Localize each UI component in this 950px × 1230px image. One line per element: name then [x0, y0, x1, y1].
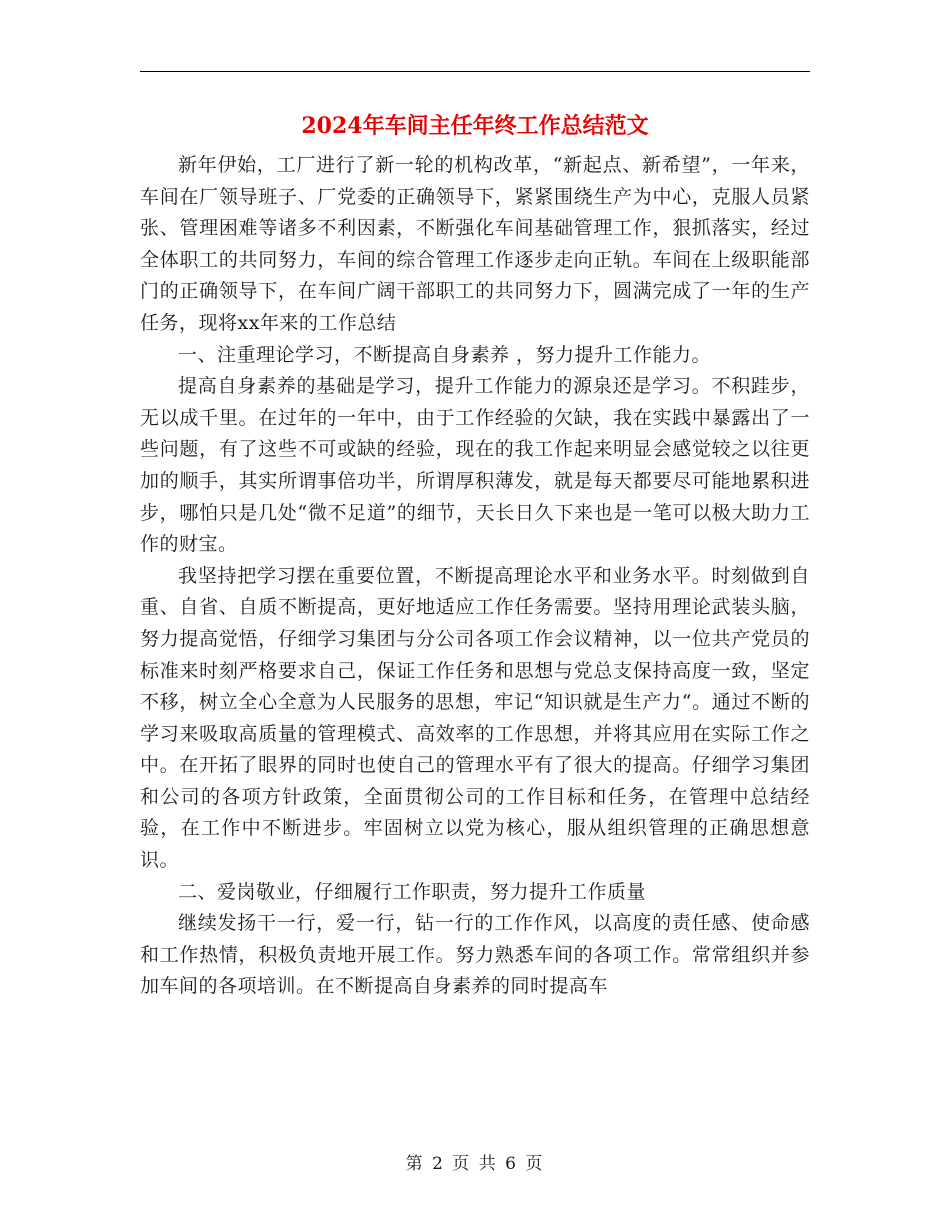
paragraph-intro: 新年伊始，工厂进行了新一轮的机构改革，“新起点、新希望”，一年来，车间在厂领导班子、厂党委的正确领导下，紧紧围绕生产为中心，克服人员紧张、管理困难等诸多不利因素，不断强化车间基础管理工作，狠抓落实，经过全体职工的共同努力，车间的综合管理工作逐步走向正轨。车间在上级职能部门的正确领导下，在车间广阔干部职工的共同努力下，圆满完成了一年的生产任务，现将xx年来的工作总结	[140, 154, 810, 334]
document-body	[140, 150, 810, 1003]
paragraph-section-2-a: 继续发扬干一行，爱一行，钻一行的工作作风，以高度的责任感、使命感和工作热情，积极负责地开展工作。努力熟悉车间的各项工作。常常组织并参加车间的各项培训。在不断提高自身素养的同时提高车	[140, 912, 810, 998]
section-heading-1: 一、注重理论学习，不断提高自身素养 ，努力提升工作能力。	[178, 343, 712, 366]
paragraph-section-1-b: 我坚持把学习摆在重要位置，不断提高理论水平和业务水平。时刻做到自重、自省、自质不断提高，更好地适应工作任务需要。坚持用理论武装头脑，努力提高觉悟，仔细学习集团与分公司各项工作会议精神，以一位共产党员的标准来时刻严格要求自己，保证工作任务和思想与党总支保持高度一致，坚定不移，树立全心全意为人民服务的思想，牢记“知识就是生产力“。通过不断的学习来吸取高质量的管理模式、高效率的工作思想，并将其应用在实际工作之中。在开拓了眼界的同时也使自己的管理水平有了很大的提高。仔细学习集团和公司的各项方针政策，全面贯彻公司的工作目标和任务，在管理中总结经验，在工作中不断进步。牢固树立以党为核心，服从组织管理的正确思想意识。	[140, 564, 810, 872]
document-title: 2024年车间主任年终工作总结范文	[301, 113, 649, 139]
paragraph-section-1-a: 提高自身素养的基础是学习，提升工作能力的源泉还是学习。不积跬步，无以成千里。在过年的一年中，由于工作经验的欠缺，我在实践中暴露出了一些问题，有了这些不可或缺的经验，现在的我工作起来明显会感觉较之以往更加的顺手，其实所谓事倍功半，所谓厚积薄发，就是每天都要尽可能地累积进步，哪怕只是几处“微不足道”的细节，天长日久下来也是一笔可以极大助力工作的财宝。	[140, 375, 810, 556]
section-heading-2: 二、爱岗敬业，仔细履行工作职责，努力提升工作质量	[178, 880, 647, 903]
page-number-footer: 第 2 页 共 6 页	[405, 1154, 545, 1174]
header-rule	[140, 71, 810, 72]
